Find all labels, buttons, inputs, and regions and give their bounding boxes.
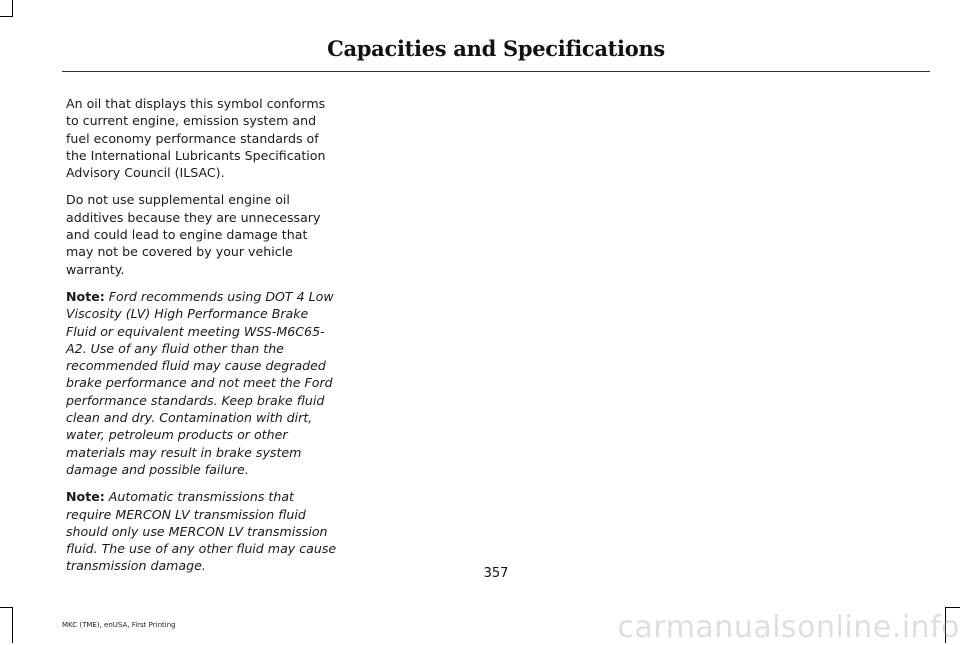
page-header-title: Capacities and Specifications xyxy=(327,36,665,61)
paragraph-oil-additives: Do not use supplemental engine oil additives because they are unnecessary and could lead to engine damage that may not be covered by your vehicle warranty. xyxy=(66,192,321,277)
note-brake-fluid xyxy=(66,288,338,478)
crop-mark-bottom-left-v xyxy=(12,607,13,643)
crop-mark-bottom-left-h xyxy=(0,607,13,608)
crop-mark-top-left-h xyxy=(0,16,13,17)
note-transmission-fluid xyxy=(66,488,338,574)
header-divider xyxy=(62,71,930,72)
paragraph-ilsac: An oil that displays this symbol conforms to current engine, emission system and fuel economy performance standards of the International Lubricants Specification Advisory Council (ILSAC). xyxy=(66,96,326,181)
content-column xyxy=(66,95,338,585)
note-text: Automatic transmissions that require MERCON LV transmission fluid should only use MERCON LV transmission fluid. The use of any other fluid may cause transmission damage. xyxy=(66,489,337,574)
printing-info: MKC (TME), enUSA, First Printing xyxy=(62,621,176,629)
note-label: Note: xyxy=(66,288,105,304)
crop-mark-bottom-right-h xyxy=(945,607,960,608)
note-label: Note: xyxy=(66,489,105,505)
note-text: Ford recommends using DOT 4 Low Viscosity (LV) High Performance Brake Fluid or equivalent meeting WSS-M6C65-A2. Use of any fluid other than the recommended fluid may cause degraded brake performance and not meet the Ford performance standards. Keep brake fluid clean and dry. Contamination with dirt, water, petroleum products or other materials may result in brake system damage and possible failure. xyxy=(66,288,334,477)
page-number: 357 xyxy=(483,566,509,581)
watermark: carmanualsonline.info xyxy=(617,610,960,645)
crop-mark-top-left-v xyxy=(12,0,13,16)
